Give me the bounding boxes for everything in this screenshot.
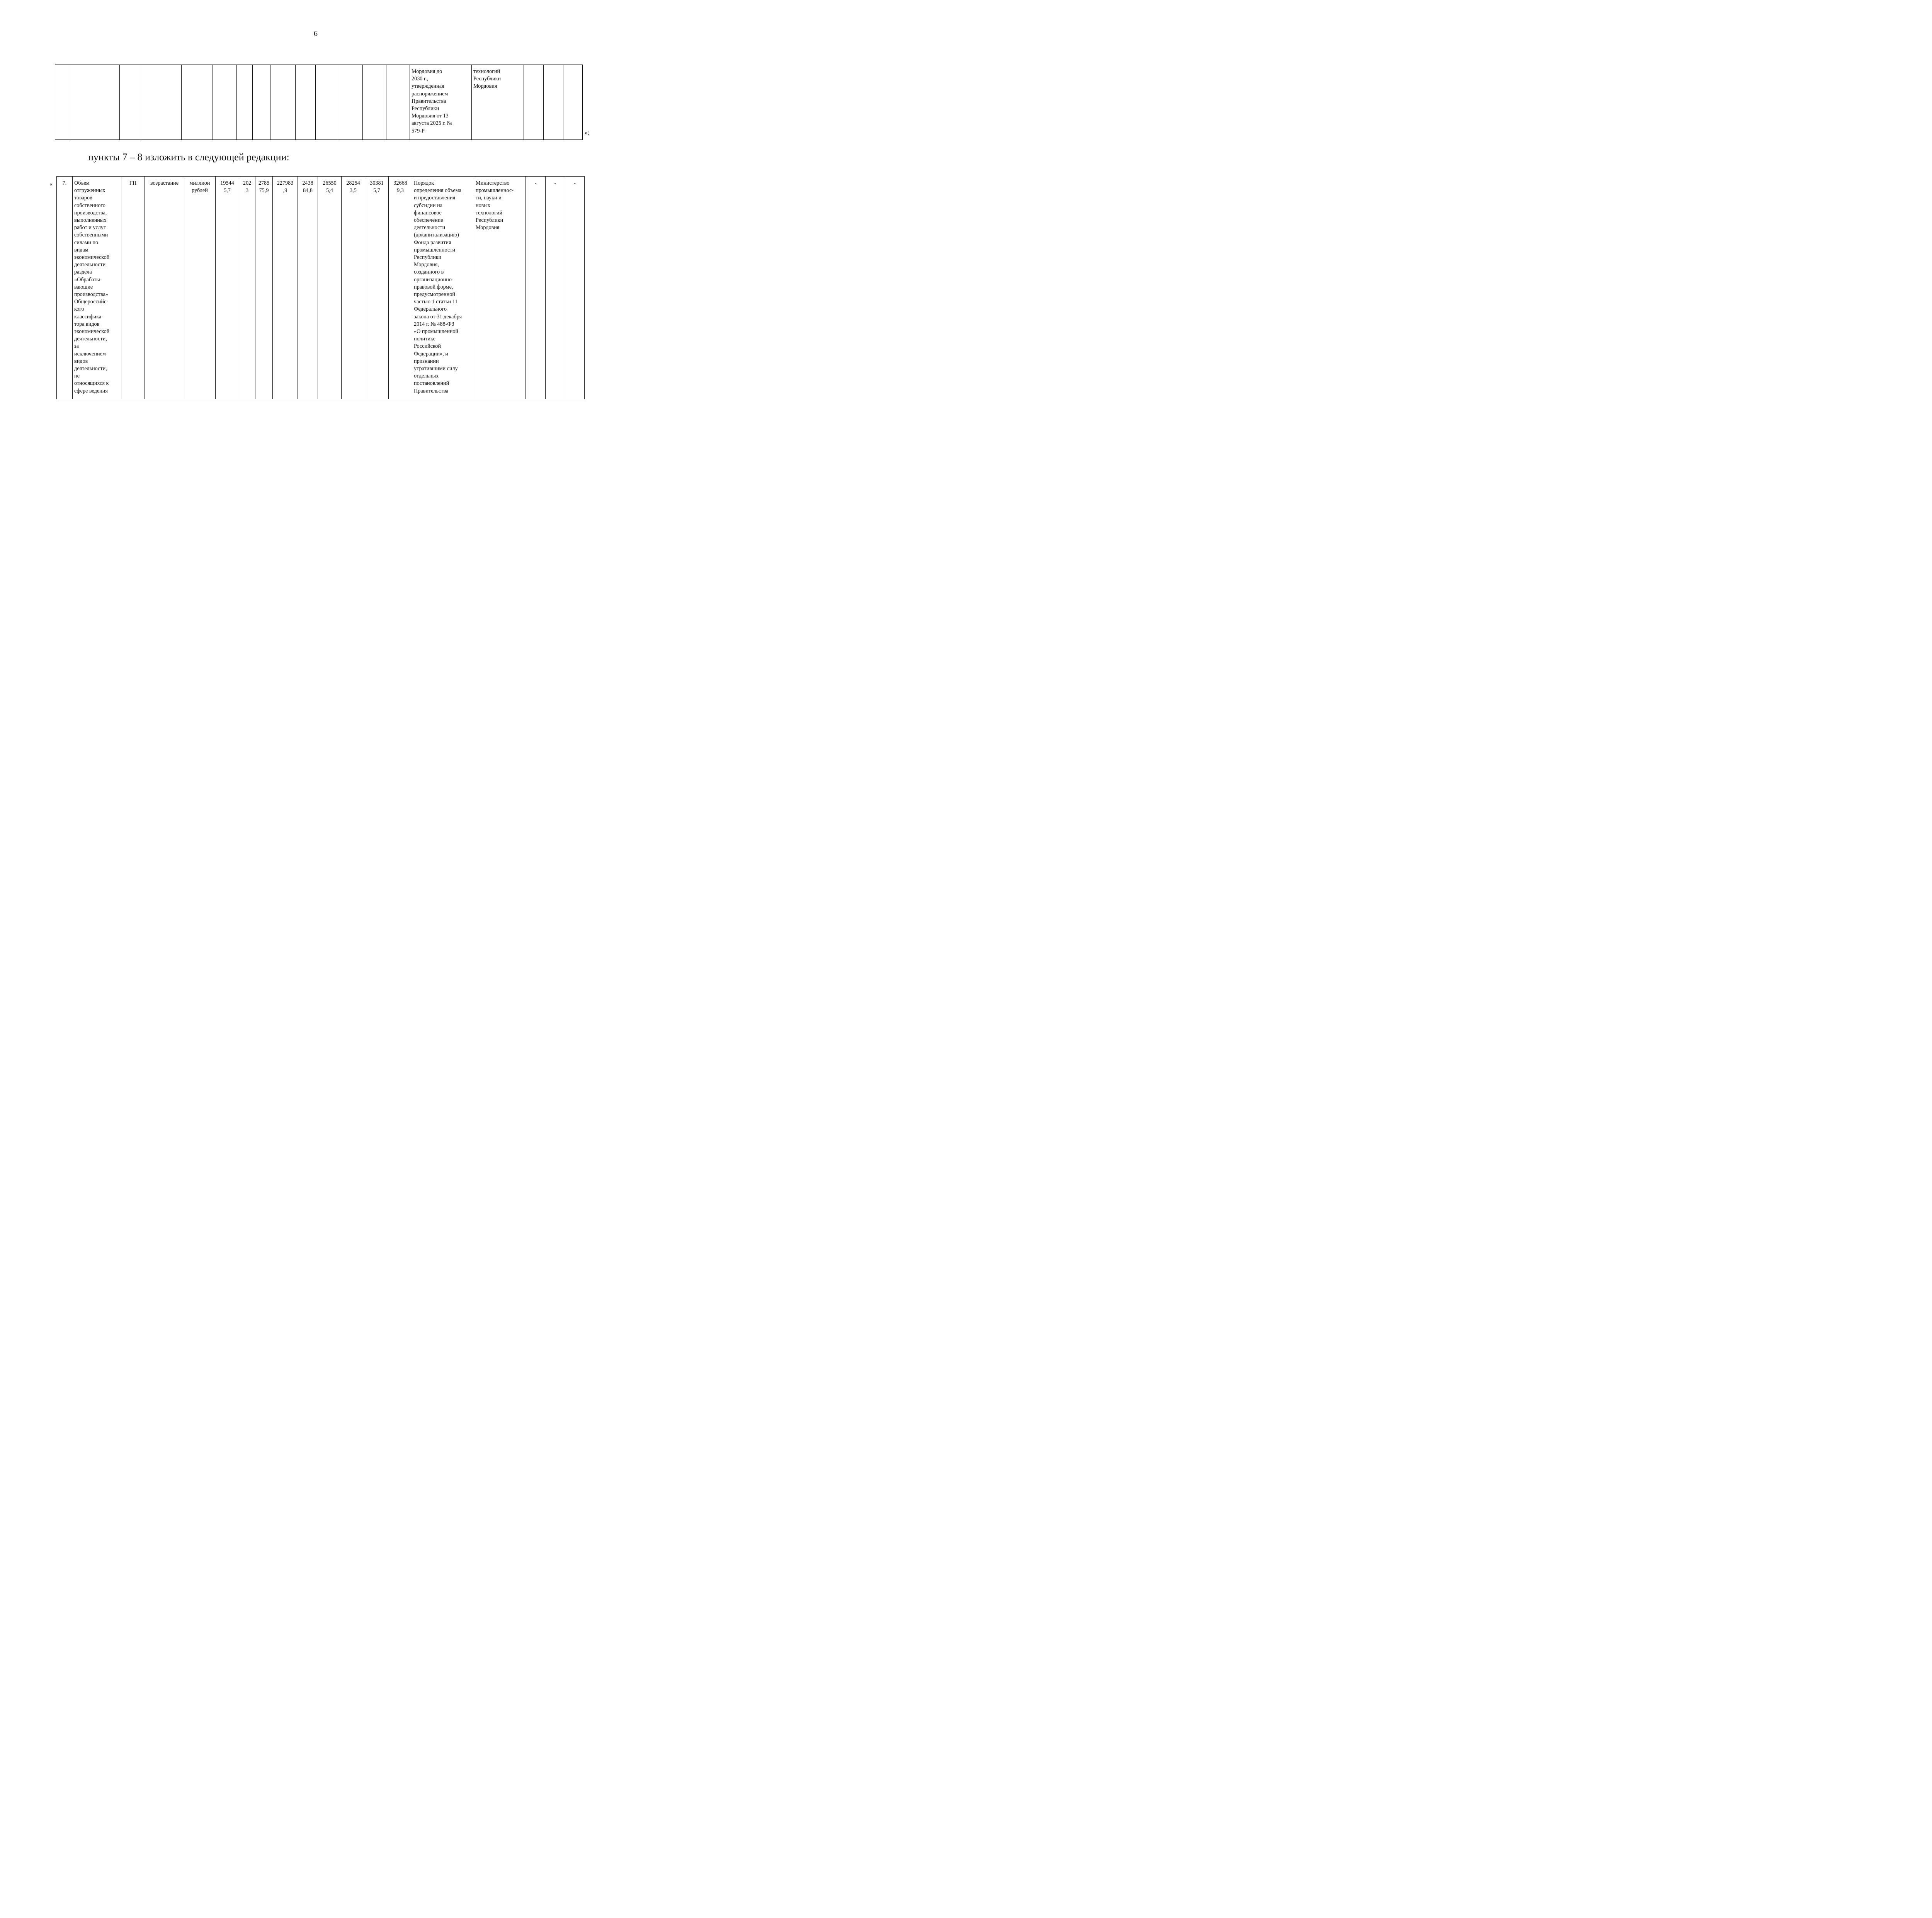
dash-cell: -	[565, 177, 585, 399]
table-cell	[296, 65, 316, 140]
value-cell: 30381 5,7	[365, 177, 389, 399]
table-cell	[120, 65, 142, 140]
table-cell	[544, 65, 563, 140]
document-cell: Порядок определения объема и предоставления субсидии на финансовое обеспечение деятельности (докапитализацию) Фонда развития промышленности Республики Мордовия, созданного в организационно- правовой форме, предусмотренной частью 1 статьи 11 Федерального закона от 31 декабря 2014 г. № 488-ФЗ «О промышленной политике Российской Федерации», и признании утратившими силу отдельных постановлений Правительства	[412, 177, 474, 399]
table-cell	[213, 65, 237, 140]
table-cell	[142, 65, 182, 140]
instruction-text: пункты 7 – 8 изложить в следующей редакции:	[88, 151, 289, 163]
table-row	[57, 177, 585, 399]
responsible-cell: технологий Республики Мордовия	[472, 65, 524, 140]
value-cell: 26550 5,4	[318, 177, 342, 399]
unit-cell: миллион рублей	[184, 177, 216, 399]
trend-cell: возрастание	[145, 177, 184, 399]
base-year-cell: 202 3	[239, 177, 255, 399]
table-cell	[253, 65, 270, 140]
table-cell	[55, 65, 71, 140]
level-cell: ГП	[121, 177, 145, 399]
table-cell	[270, 65, 296, 140]
table-cell	[237, 65, 253, 140]
table-cell	[524, 65, 544, 140]
base-value-cell: 19544 5,7	[216, 177, 239, 399]
table-cell	[182, 65, 213, 140]
value-cell: 32668 9,3	[389, 177, 412, 399]
value-cell: 2438 84,8	[298, 177, 318, 399]
table-cell	[339, 65, 363, 140]
dash-cell: -	[526, 177, 546, 399]
opening-quote: «	[49, 181, 53, 187]
program-document-cell: Мордовия до 2030 г., утвержденная распоряжением Правительства Республики Мордовия от 13 августа 2025 г. № 579-Р	[410, 65, 472, 140]
indicator-table	[56, 176, 585, 399]
value-cell: 227983 ,9	[273, 177, 298, 399]
page-number: 6	[314, 29, 318, 38]
value-cell: 28254 3,5	[342, 177, 365, 399]
table-cell	[563, 65, 583, 140]
table-cell	[386, 65, 410, 140]
table-continuation	[55, 65, 583, 140]
dash-cell: -	[546, 177, 565, 399]
table-cell	[71, 65, 120, 140]
table-cell	[363, 65, 386, 140]
value-cell: 2785 75,9	[255, 177, 273, 399]
responsible-cell: Министерство промышленнос- ти, науки и новых технологий Республики Мордовия	[474, 177, 526, 399]
closing-quote: »;	[585, 129, 590, 136]
row-number-cell: 7.	[57, 177, 73, 399]
table-cell	[316, 65, 339, 140]
indicator-name-cell: Объем отгруженных товаров собственного производства, выполненных работ и услуг собственными силами по видам экономической деятельности раздела «Обрабаты- вающие производства» Общероссийс- кого классифика- тора видов экономической деятельности, за исключением видов деятельности, не относящихся к сфере ведения	[73, 177, 121, 399]
table-row	[55, 65, 583, 140]
